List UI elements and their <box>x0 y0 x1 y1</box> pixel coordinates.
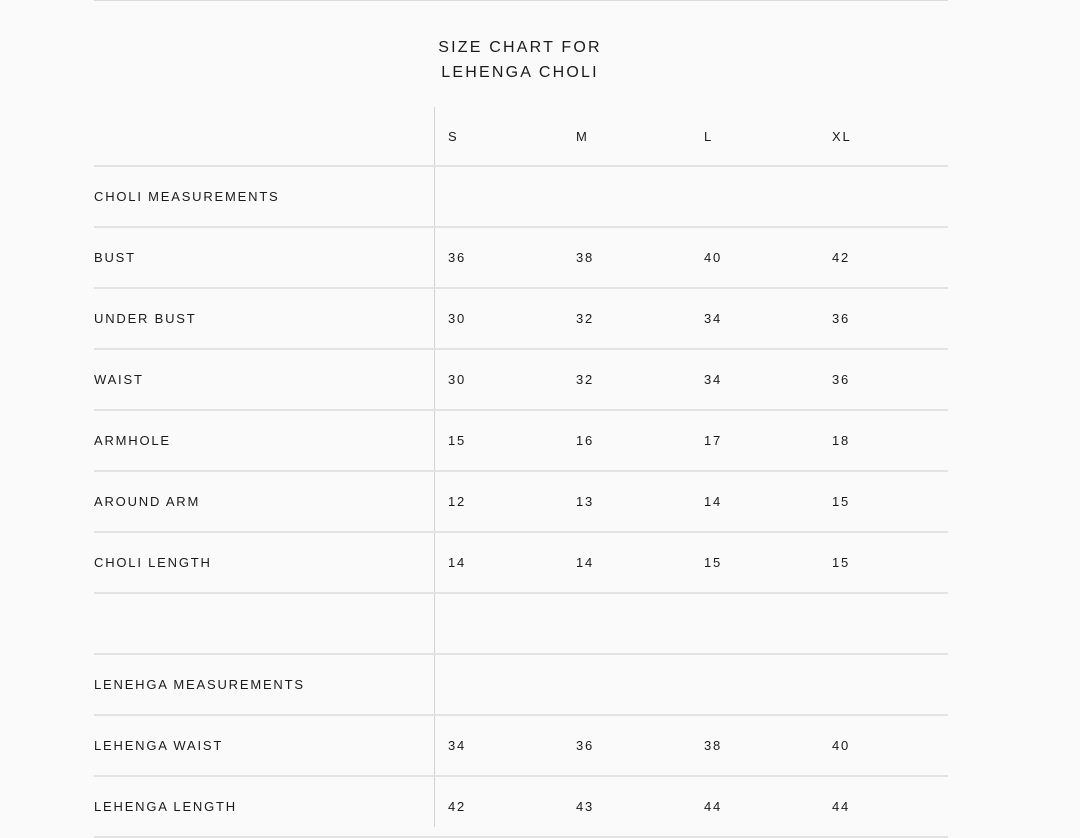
row-label: BUST <box>94 250 136 265</box>
table-row <box>94 411 948 472</box>
cell-value: 13 <box>576 494 595 509</box>
cell-value: 30 <box>448 372 467 387</box>
table-row-section-choli <box>94 167 948 228</box>
cell-value: 36 <box>832 311 851 326</box>
table-row <box>94 228 948 289</box>
cell-value: 42 <box>448 799 467 814</box>
row-label: ARMHOLE <box>94 433 171 448</box>
cell-value: 36 <box>576 738 595 753</box>
cell-value: 16 <box>576 433 595 448</box>
cell-value: 14 <box>576 555 595 570</box>
row-label: CHOLI MEASUREMENTS <box>94 189 280 204</box>
row-label: LENEHGA MEASUREMENTS <box>94 677 305 692</box>
cell-value: 32 <box>576 311 595 326</box>
table-row <box>94 289 948 350</box>
cell-value: 44 <box>832 799 851 814</box>
cell-value: 38 <box>576 250 595 265</box>
cell-value: 40 <box>832 738 851 753</box>
cell-value: 36 <box>832 372 851 387</box>
cell-value: 14 <box>448 555 467 570</box>
cell-value: 36 <box>448 250 467 265</box>
row-label: AROUND ARM <box>94 494 201 509</box>
cell-value: 38 <box>704 738 723 753</box>
size-chart-table <box>94 107 948 838</box>
cell-value: 14 <box>704 494 723 509</box>
cell-value: 34 <box>448 738 467 753</box>
table-row <box>94 472 948 533</box>
cell-value: 32 <box>576 372 595 387</box>
cell-value: 40 <box>704 250 723 265</box>
row-label: LEHENGA LENGTH <box>94 799 237 814</box>
column-header-l: L <box>704 128 714 144</box>
cell-value: 30 <box>448 311 467 326</box>
cell-value: 34 <box>704 311 723 326</box>
column-header-s: S <box>448 128 459 144</box>
row-label: WAIST <box>94 372 144 387</box>
cell-value: 34 <box>704 372 723 387</box>
table-header-row <box>94 107 948 167</box>
table-row-empty <box>94 594 948 655</box>
cell-value: 44 <box>704 799 723 814</box>
row-label: LEHENGA WAIST <box>94 738 224 753</box>
cell-value: 15 <box>832 555 851 570</box>
column-header-m: M <box>576 128 589 144</box>
cell-value: 15 <box>832 494 851 509</box>
top-divider <box>94 0 948 1</box>
cell-value: 15 <box>704 555 723 570</box>
row-label: UNDER BUST <box>94 311 197 326</box>
table-row <box>94 716 948 777</box>
title-line-2: LEHENGA CHOLI <box>441 64 599 81</box>
cell-value: 12 <box>448 494 467 509</box>
table-row-section-lehenga <box>94 655 948 716</box>
table-row <box>94 533 948 594</box>
table-row <box>94 777 948 838</box>
row-label: CHOLI LENGTH <box>94 555 212 570</box>
cell-value: 18 <box>832 433 851 448</box>
cell-value: 15 <box>448 433 467 448</box>
title-line-1: SIZE CHART FOR <box>438 39 602 56</box>
cell-value: 17 <box>704 433 723 448</box>
cell-value: 43 <box>576 799 595 814</box>
cell-value: 42 <box>832 250 851 265</box>
page-title <box>0 35 1040 85</box>
table-row <box>94 350 948 411</box>
column-header-xl: XL <box>832 128 852 144</box>
